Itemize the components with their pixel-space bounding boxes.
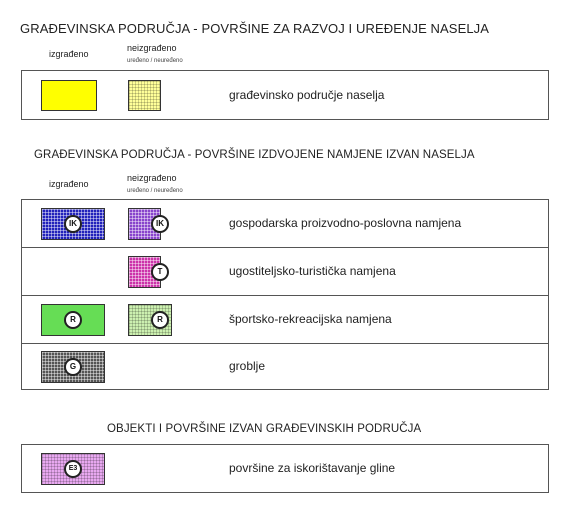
g-built-swatch [41,351,105,383]
ik-unbuilt-swatch [128,208,164,240]
t-symbol: T [151,263,169,281]
section3-legend-box [21,444,549,493]
r-symbol: R [151,311,169,329]
row-divider [22,247,548,248]
section2-built-header: izgrađeno [49,179,89,189]
r-symbol: R [64,311,82,329]
g-symbol: G [64,358,82,376]
row-divider [22,295,548,296]
e3-swatch [41,453,105,485]
ik-symbol: IK [151,215,169,233]
row-divider [22,343,548,344]
r-unbuilt-swatch [128,304,172,336]
t-unbuilt-swatch [128,256,161,288]
section2-legend-box [21,199,549,390]
r-label: športsko-rekreacijska namjena [229,312,392,326]
ik-built-swatch [41,208,105,240]
section2-title: GRAĐEVINSKA PODRUČJA - POVRŠINE IZDVOJENE NAMJENE IZVAN NASELJA [34,149,475,161]
t-label: ugostiteljsko-turistička namjena [229,264,396,278]
g-label: groblje [229,359,266,373]
ik-label: gospodarska proizvodno-poslovna namjena [229,216,462,230]
section2-unbuilt-header: neizgrađeno [127,173,177,183]
r-built-swatch [41,304,105,336]
e3-symbol: E3 [64,460,82,478]
settlement-label: građevinsko područje naselja [229,88,385,102]
settlement-built-swatch [41,80,97,111]
e3-label: površine za iskorištavanje gline [229,461,396,475]
settlement-unbuilt-swatch [128,80,161,111]
section3-title: OBJEKTI I POVRŠINE IZVAN GRAĐEVINSKIH PODRUČJA [107,423,422,435]
section1-unbuilt-header: neizgrađeno [127,43,177,53]
ik-symbol: IK [64,215,82,233]
section1-unbuilt-subheader: uređeno / neuređeno [127,58,183,64]
section1-title: GRAĐEVINSKA PODRUČJA - POVRŠINE ZA RAZVOJ I UREĐENJE NASELJA [20,21,490,36]
section1-built-header: izgrađeno [49,49,89,59]
section2-unbuilt-subheader: uređeno / neuređeno [127,188,183,194]
section1-legend-box [21,70,549,120]
